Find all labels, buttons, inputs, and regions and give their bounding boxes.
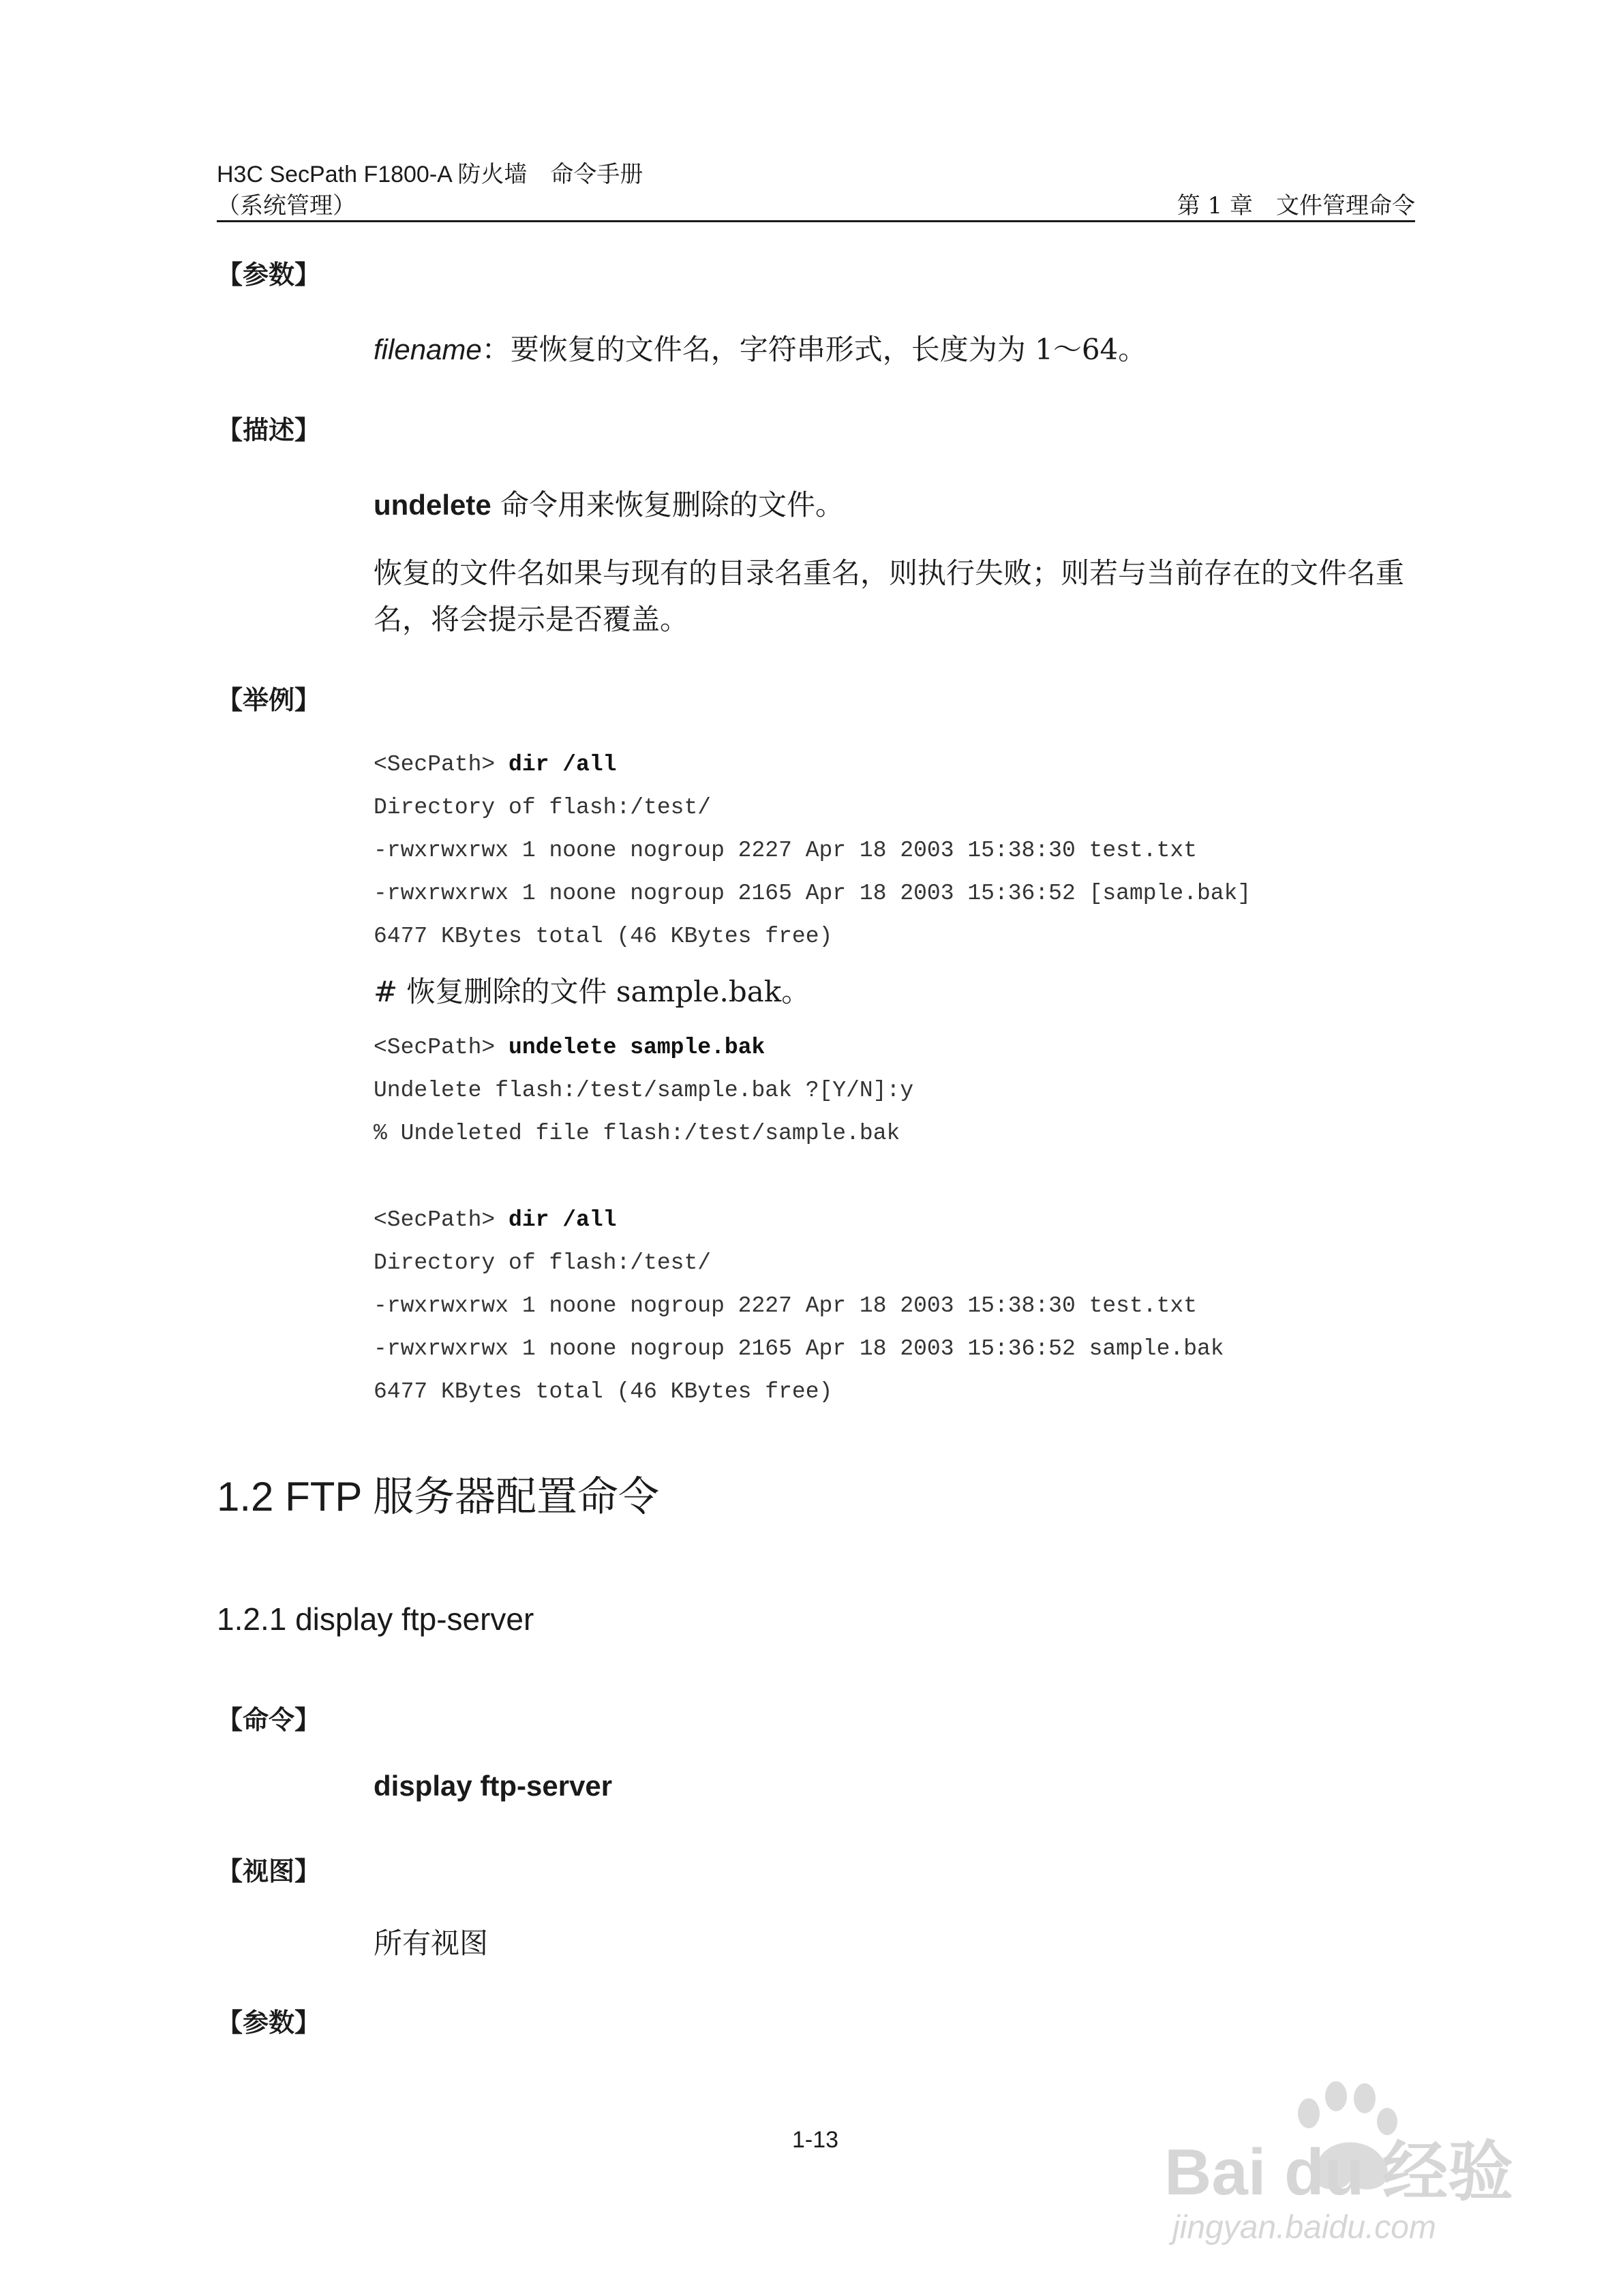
code3-line-4: -rwxrwxrwx 1 noone nogroup 2165 Apr 18 2003 15:36:52 sample.bak [374,1336,1224,1361]
desc-line-2: 恢复的文件名如果与现有的目录名重名，则执行失败；则若与当前存在的文件名重 [374,556,1405,590]
code1-line-1 [374,752,616,777]
section-title-1-2-1: 1.2.1 display ftp-server [217,1601,534,1637]
code-command: dir /all [509,1207,617,1233]
code3-line-3: -rwxrwxrwx 1 noone nogroup 2227 Apr 18 2003 15:38:30 test.txt [374,1293,1197,1318]
watermark-brand: Bai du 经验 [1164,2136,1514,2209]
desc-line-3: 名，将会提示是否覆盖。 [374,603,689,636]
section-heading-example: 【举例】 [217,685,321,715]
param-name: filename [374,333,482,365]
baidu-watermark [1152,2066,1534,2270]
code3-line-1 [374,1207,616,1233]
param-line [374,327,1147,368]
page-number: 1-13 [792,2127,839,2153]
code2-line-3: % Undeleted file flash:/test/sample.bak [374,1121,900,1146]
section-heading-params: 【参数】 [217,260,321,290]
command-text: display ftp-server [374,1770,613,1802]
code2-line-2: Undelete flash:/test/sample.bak ?[Y/N]:y [374,1078,914,1103]
code1-line-4: -rwxrwxrwx 1 noone nogroup 2165 Apr 18 2003 15:36:52 [sample.bak] [374,881,1252,906]
section-heading-command: 【命令】 [217,1705,321,1735]
code-prompt: <SecPath> [374,1207,509,1233]
desc-text-1: 命令用来恢复删除的文件。 [491,488,845,522]
param-desc: ：要恢复的文件名，字符串形式，长度为为 1～64。 [481,333,1147,366]
code3-line-2: Directory of flash:/test/ [374,1250,712,1275]
code1-line-5: 6477 KBytes total (46 KBytes free) [374,924,833,949]
header-subtitle: （系统管理） [217,192,356,220]
code2-line-1 [374,1035,765,1060]
code-command: undelete sample.bak [509,1035,765,1060]
desc-command: undelete [374,489,491,521]
code1-line-3: -rwxrwxrwx 1 noone nogroup 2227 Apr 18 2003 15:38:30 test.txt [374,838,1197,863]
section-heading-description: 【描述】 [217,415,321,445]
code3-line-5: 6477 KBytes total (46 KBytes free) [374,1379,833,1404]
section-heading-params-2: 【参数】 [217,2008,321,2038]
example-comment: # 恢复删除的文件 sample.bak。 [374,975,810,1008]
view-text: 所有视图 [374,1927,489,1960]
section-title-1-2: 1.2 FTP 服务器配置命令 [217,1474,659,1520]
header-chapter: 第 1 章 文件管理命令 [1177,192,1415,220]
header-title: H3C SecPath F1800-A 防火墙 命令手册 [217,162,643,187]
code-prompt: <SecPath> [374,752,509,777]
code-prompt: <SecPath> [374,1035,509,1060]
watermark-url: jingyan.baidu.com [1172,2209,1436,2246]
code-command: dir /all [509,752,617,777]
section-heading-view: 【视图】 [217,1856,321,1886]
header-rule [217,220,1415,222]
code1-line-2: Directory of flash:/test/ [374,795,712,820]
desc-line-1 [374,483,844,524]
